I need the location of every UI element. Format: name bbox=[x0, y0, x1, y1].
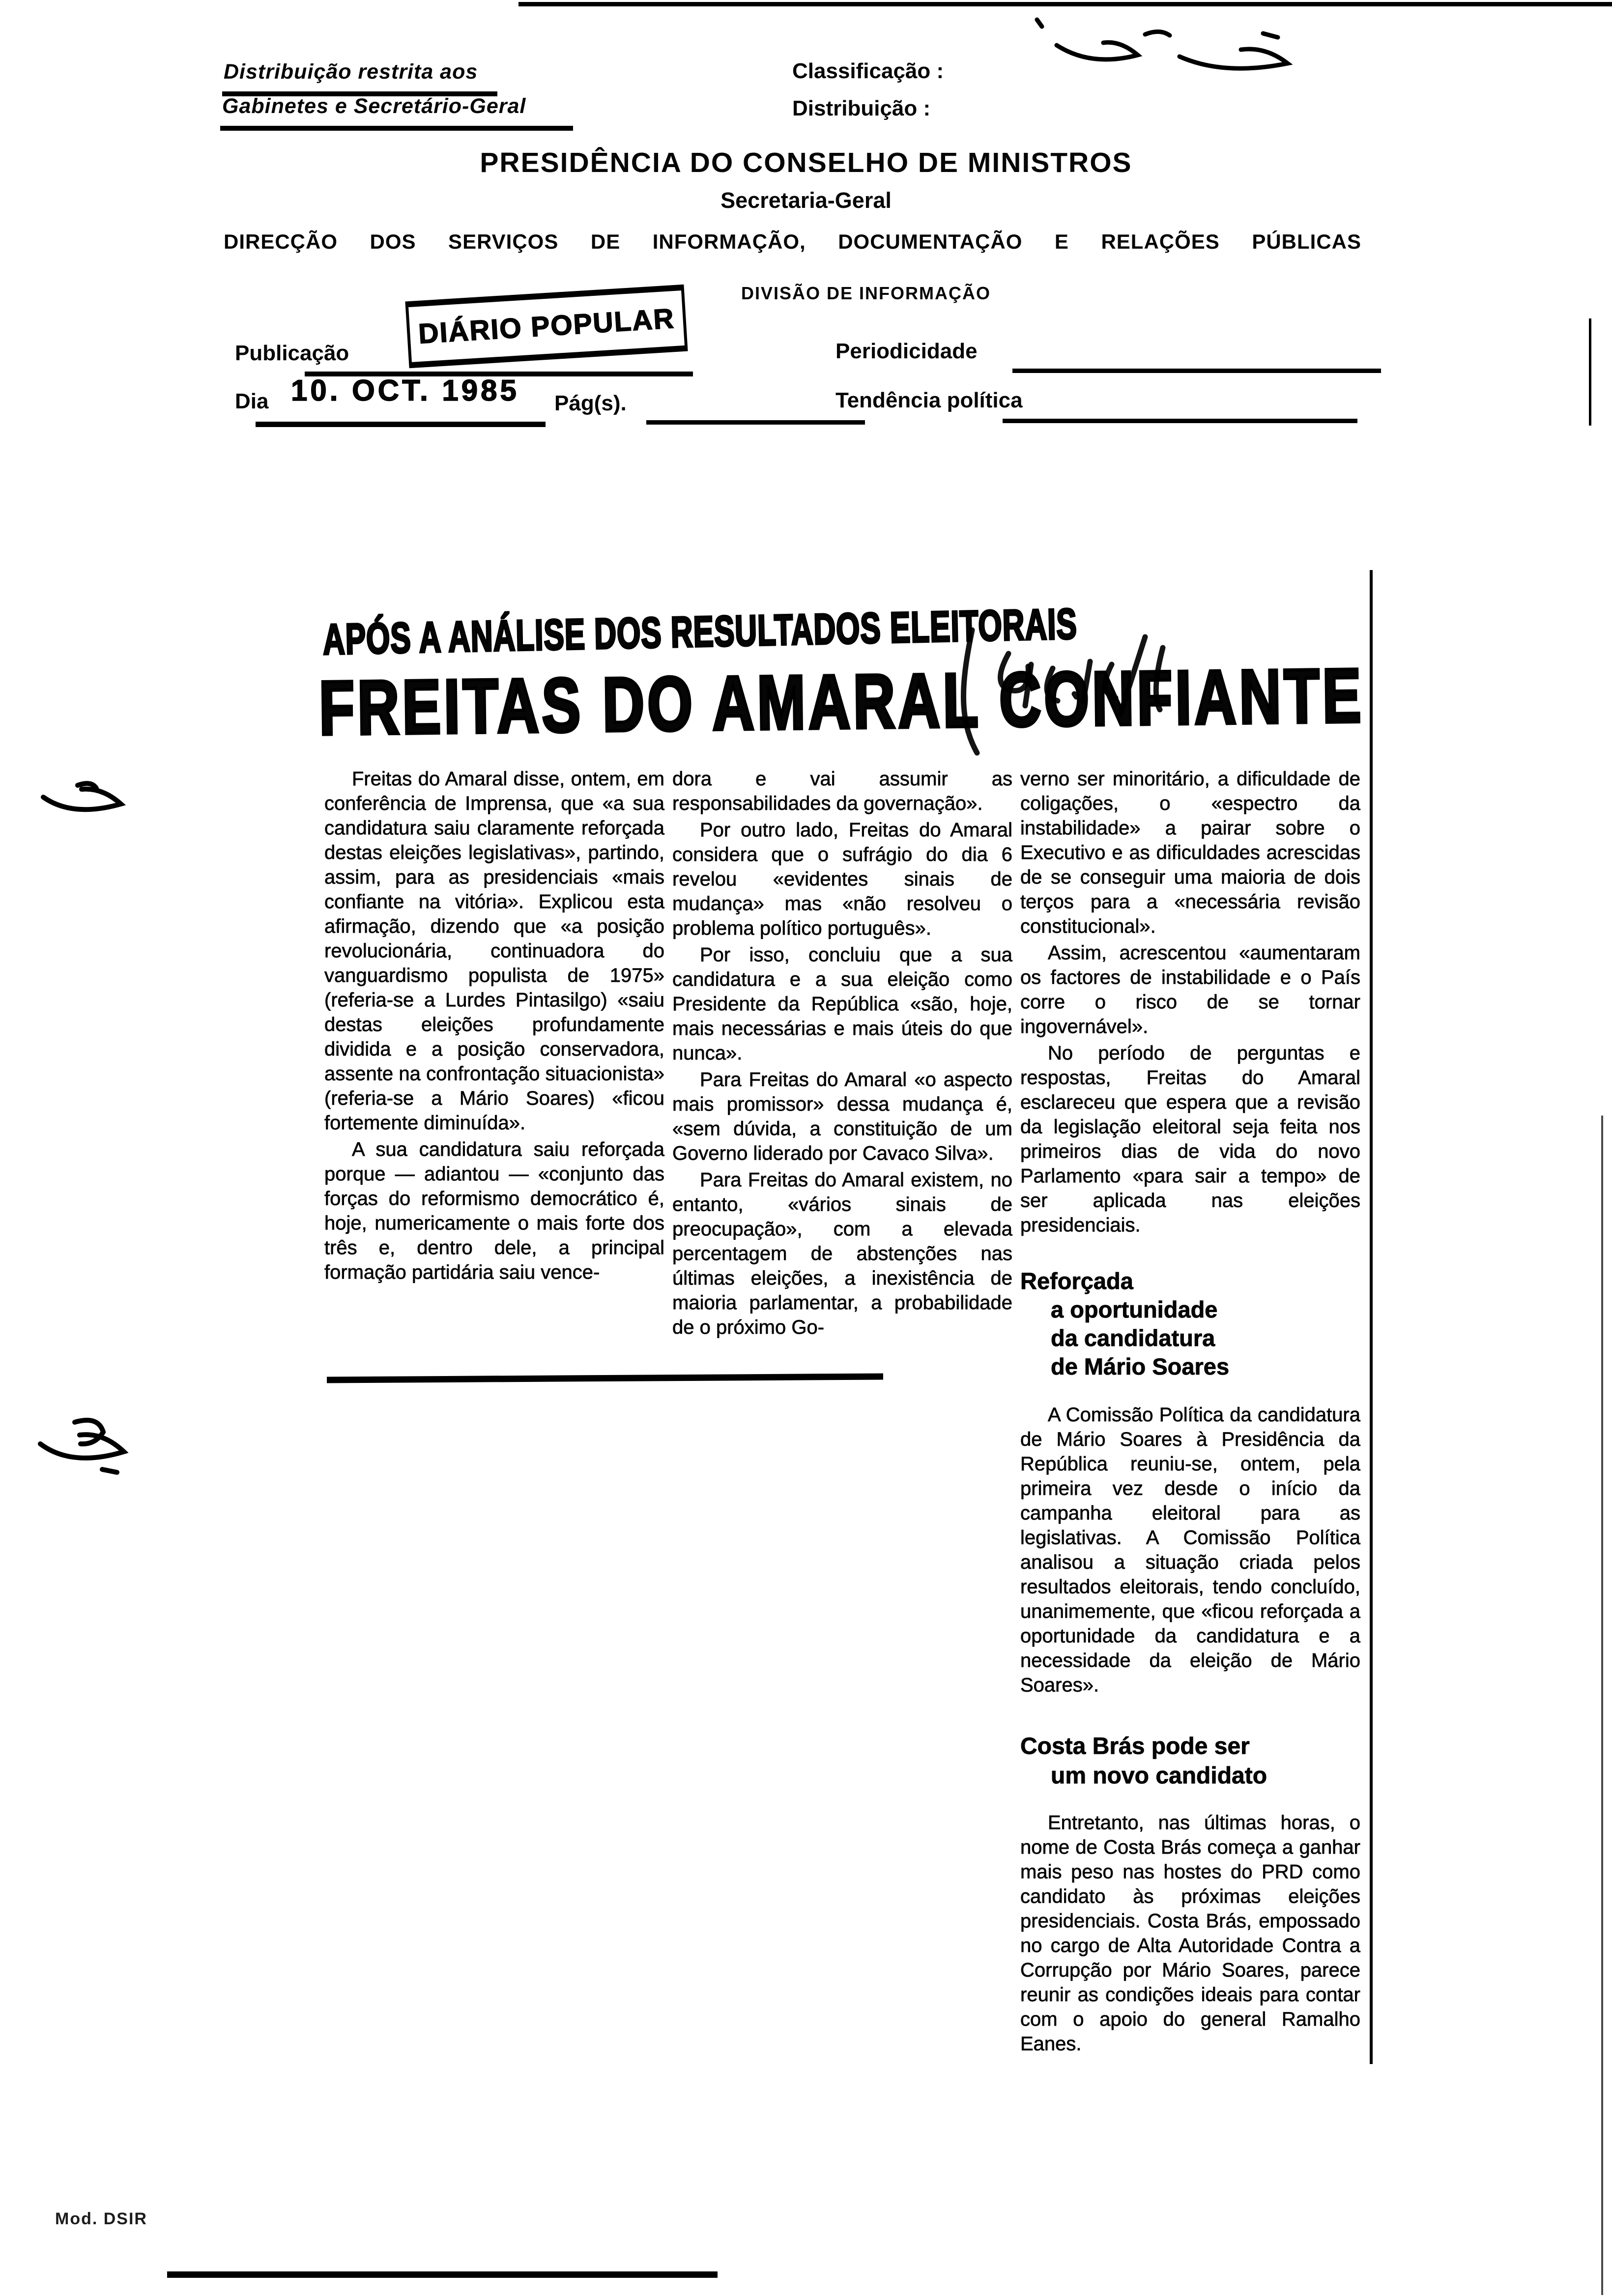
paragraph: Freitas do Amaral disse, ontem, em conferência de Imprensa, que «a sua candidatura saiu claramente reforçada destas eleições legislativas», partindo, assim, para as presidenciais «mais confiante na vitória». Explicou esta afirmação, dizendo que «a posição revolucionária, continuadora do vanguardismo populista de 1975» (referia-se a Lurdes Pintasilgo) «saiu destas eleições profundamente dividida e a posição conservadora, assente na confrontação situacionista» (referia-se a Mário Soares) «ficou fortemente diminuída». bbox=[324, 768, 664, 1134]
classification-label: Classificação : bbox=[792, 59, 944, 83]
article-kicker: APÓS A ANÁLISE DOS RESULTADOS ELEITORAIS bbox=[322, 600, 1078, 664]
form-model-reference: Mod. DSIR bbox=[55, 2210, 147, 2228]
subhead-line: Reforçada bbox=[1020, 1268, 1133, 1294]
paragraph: Para Freitas do Amaral existem, no entanto, «vários sinais de preocupação», com a elevada percentagem de abstenções nas últimas eleições, a inexistência de maioria parlamentar, a probabilidade de o próximo Go- bbox=[672, 1169, 1012, 1338]
paragraph: dora e vai assumir as responsabilidades da governação». bbox=[672, 768, 1012, 814]
restricted-distribution-line2: Gabinetes e Secretário-Geral bbox=[222, 94, 526, 118]
subhead-line: um novo candidato bbox=[1051, 1763, 1267, 1789]
article-headline: FREITAS DO AMARAL CONFIANTE bbox=[318, 653, 1365, 751]
newspaper-stamp-box bbox=[405, 285, 688, 368]
pages-fill-line bbox=[646, 420, 865, 425]
scan-edge-top bbox=[518, 2, 1612, 6]
tendency-fill-line bbox=[1003, 419, 1357, 423]
paragraph: Por isso, concluiu que a sua candidatura e a sua eleição como Presidente da República «são, hoje, mais necessárias e mais úteis do que nunca». bbox=[672, 944, 1012, 1064]
org-title: PRESIDÊNCIA DO CONSELHO DE MINISTROS bbox=[480, 147, 1132, 178]
top-right-scribble bbox=[1057, 31, 1170, 59]
periodicity-fill-line bbox=[1012, 369, 1381, 373]
scan-edge-right-lower bbox=[1601, 1116, 1603, 2295]
periodicity-label: Periodicidade bbox=[835, 339, 978, 363]
scan-edge-bottom bbox=[167, 2271, 718, 2278]
subhead-line: da candidatura bbox=[1051, 1325, 1215, 1351]
subhead-line: de Mário Soares bbox=[1051, 1353, 1230, 1379]
paragraph: Por outro lado, Freitas do Amaral considera que o sufrágio do dia 6 revelou «evidentes sinais de mudança» mas «não resolveu o problema político português». bbox=[672, 819, 1012, 939]
scan-edge-right-dash bbox=[1589, 318, 1591, 426]
paragraph: Para Freitas do Amaral «o aspecto mais promissor» dessa mudança é, «sem dúvida, a constituição de um Governo liderado por Cavaco Silva». bbox=[672, 1069, 1012, 1164]
article-column-1 bbox=[324, 767, 664, 1287]
subhead-line: Costa Brás pode ser bbox=[1020, 1733, 1250, 1759]
paragraph: A sua candidatura saiu reforçada porque — adiantou — «conjunto das forças do reformismo democrático é, hoje, numericamente o mais forte dos três e, dentro dele, a principal formação partidária saiu vence- bbox=[324, 1139, 664, 1283]
paragraph: Entretanto, nas últimas horas, o nome de Costa Brás começa a ganhar mais peso nas hostes do PRD como candidato às próximas eleições presidenciais. Costa Brás, empossado no cargo de Alta Autoridade Contra a Corrupção por Mário Soares, parece reunir as condições ideais para contar com o apoio do general Ramalho Eanes. bbox=[1020, 1812, 1360, 2055]
article-column-3 bbox=[1020, 767, 1360, 2058]
day-label: Dia bbox=[235, 389, 269, 413]
division-line: DIVISÃO DE INFORMAÇÃO bbox=[741, 283, 991, 303]
pages-label: Pág(s). bbox=[554, 391, 627, 415]
left-margin-scribble bbox=[43, 783, 121, 809]
clipping-right-rule bbox=[1370, 570, 1373, 2064]
article-column-2 bbox=[672, 767, 1012, 1342]
subhead-soares-candidacy bbox=[1020, 1267, 1360, 1381]
org-subtitle: Secretaria-Geral bbox=[720, 188, 892, 213]
paragraph: verno ser minoritário, a dificuldade de coligações, o «espectro da instabilidade» a pairar sobre o Executivo e as dificuldades acrescidas de se conseguir uma maioria de dois terços para a «necessária revisão constitucional». bbox=[1020, 768, 1360, 937]
publication-label: Publicação bbox=[235, 341, 349, 365]
distribution-label: Distribuição : bbox=[792, 96, 931, 120]
day-fill-line bbox=[256, 422, 546, 427]
restricted-distribution-line1: Distribuição restrita aos bbox=[224, 60, 478, 84]
paragraph: A Comissão Política da candidatura de Mário Soares à Presidência da República reuniu-se, ontem, pela primeira vez desde o início da campanha eleitoral para as legislativas. A Comissão Política analisou a situação criada pelos resultados eleitorais, tendo concluído, unanimemente, que «ficou reforçada a oportunidade da candidatura e a necessidade da eleição de Mário Soares». bbox=[1020, 1404, 1360, 1696]
paragraph: Assim, acrescentou «aumentaram os factores de instabilidade e o País corre o risco de se tornar ingovernável». bbox=[1020, 942, 1360, 1037]
paragraph: No período de perguntas e respostas, Freitas do Amaral esclareceu que espera que a revisão da legislação eleitoral seja feita nos primeiros dias de vida do novo Parlamento «para sair a tempo» de ser aplicada nas eleições presidenciais. bbox=[1020, 1042, 1360, 1236]
newspaper-stamp-text: DIÁRIO POPULAR bbox=[417, 303, 676, 350]
date-stamp: 10. OCT. 1985 bbox=[291, 374, 519, 407]
top-right-scribble bbox=[1037, 20, 1288, 68]
column-bottom-rule bbox=[327, 1374, 883, 1383]
underline bbox=[220, 126, 573, 131]
subhead-line: a oportunidade bbox=[1051, 1296, 1218, 1322]
left-margin-scribble bbox=[40, 1420, 124, 1472]
directorate-line: DIRECÇÃO DOS SERVIÇOS DE INFORMAÇÃO, DOCUMENTAÇÃO E RELAÇÕES PÚBLICAS bbox=[224, 230, 1361, 253]
tendency-label: Tendência política bbox=[835, 388, 1023, 412]
subhead-costa-bras bbox=[1020, 1732, 1360, 1791]
